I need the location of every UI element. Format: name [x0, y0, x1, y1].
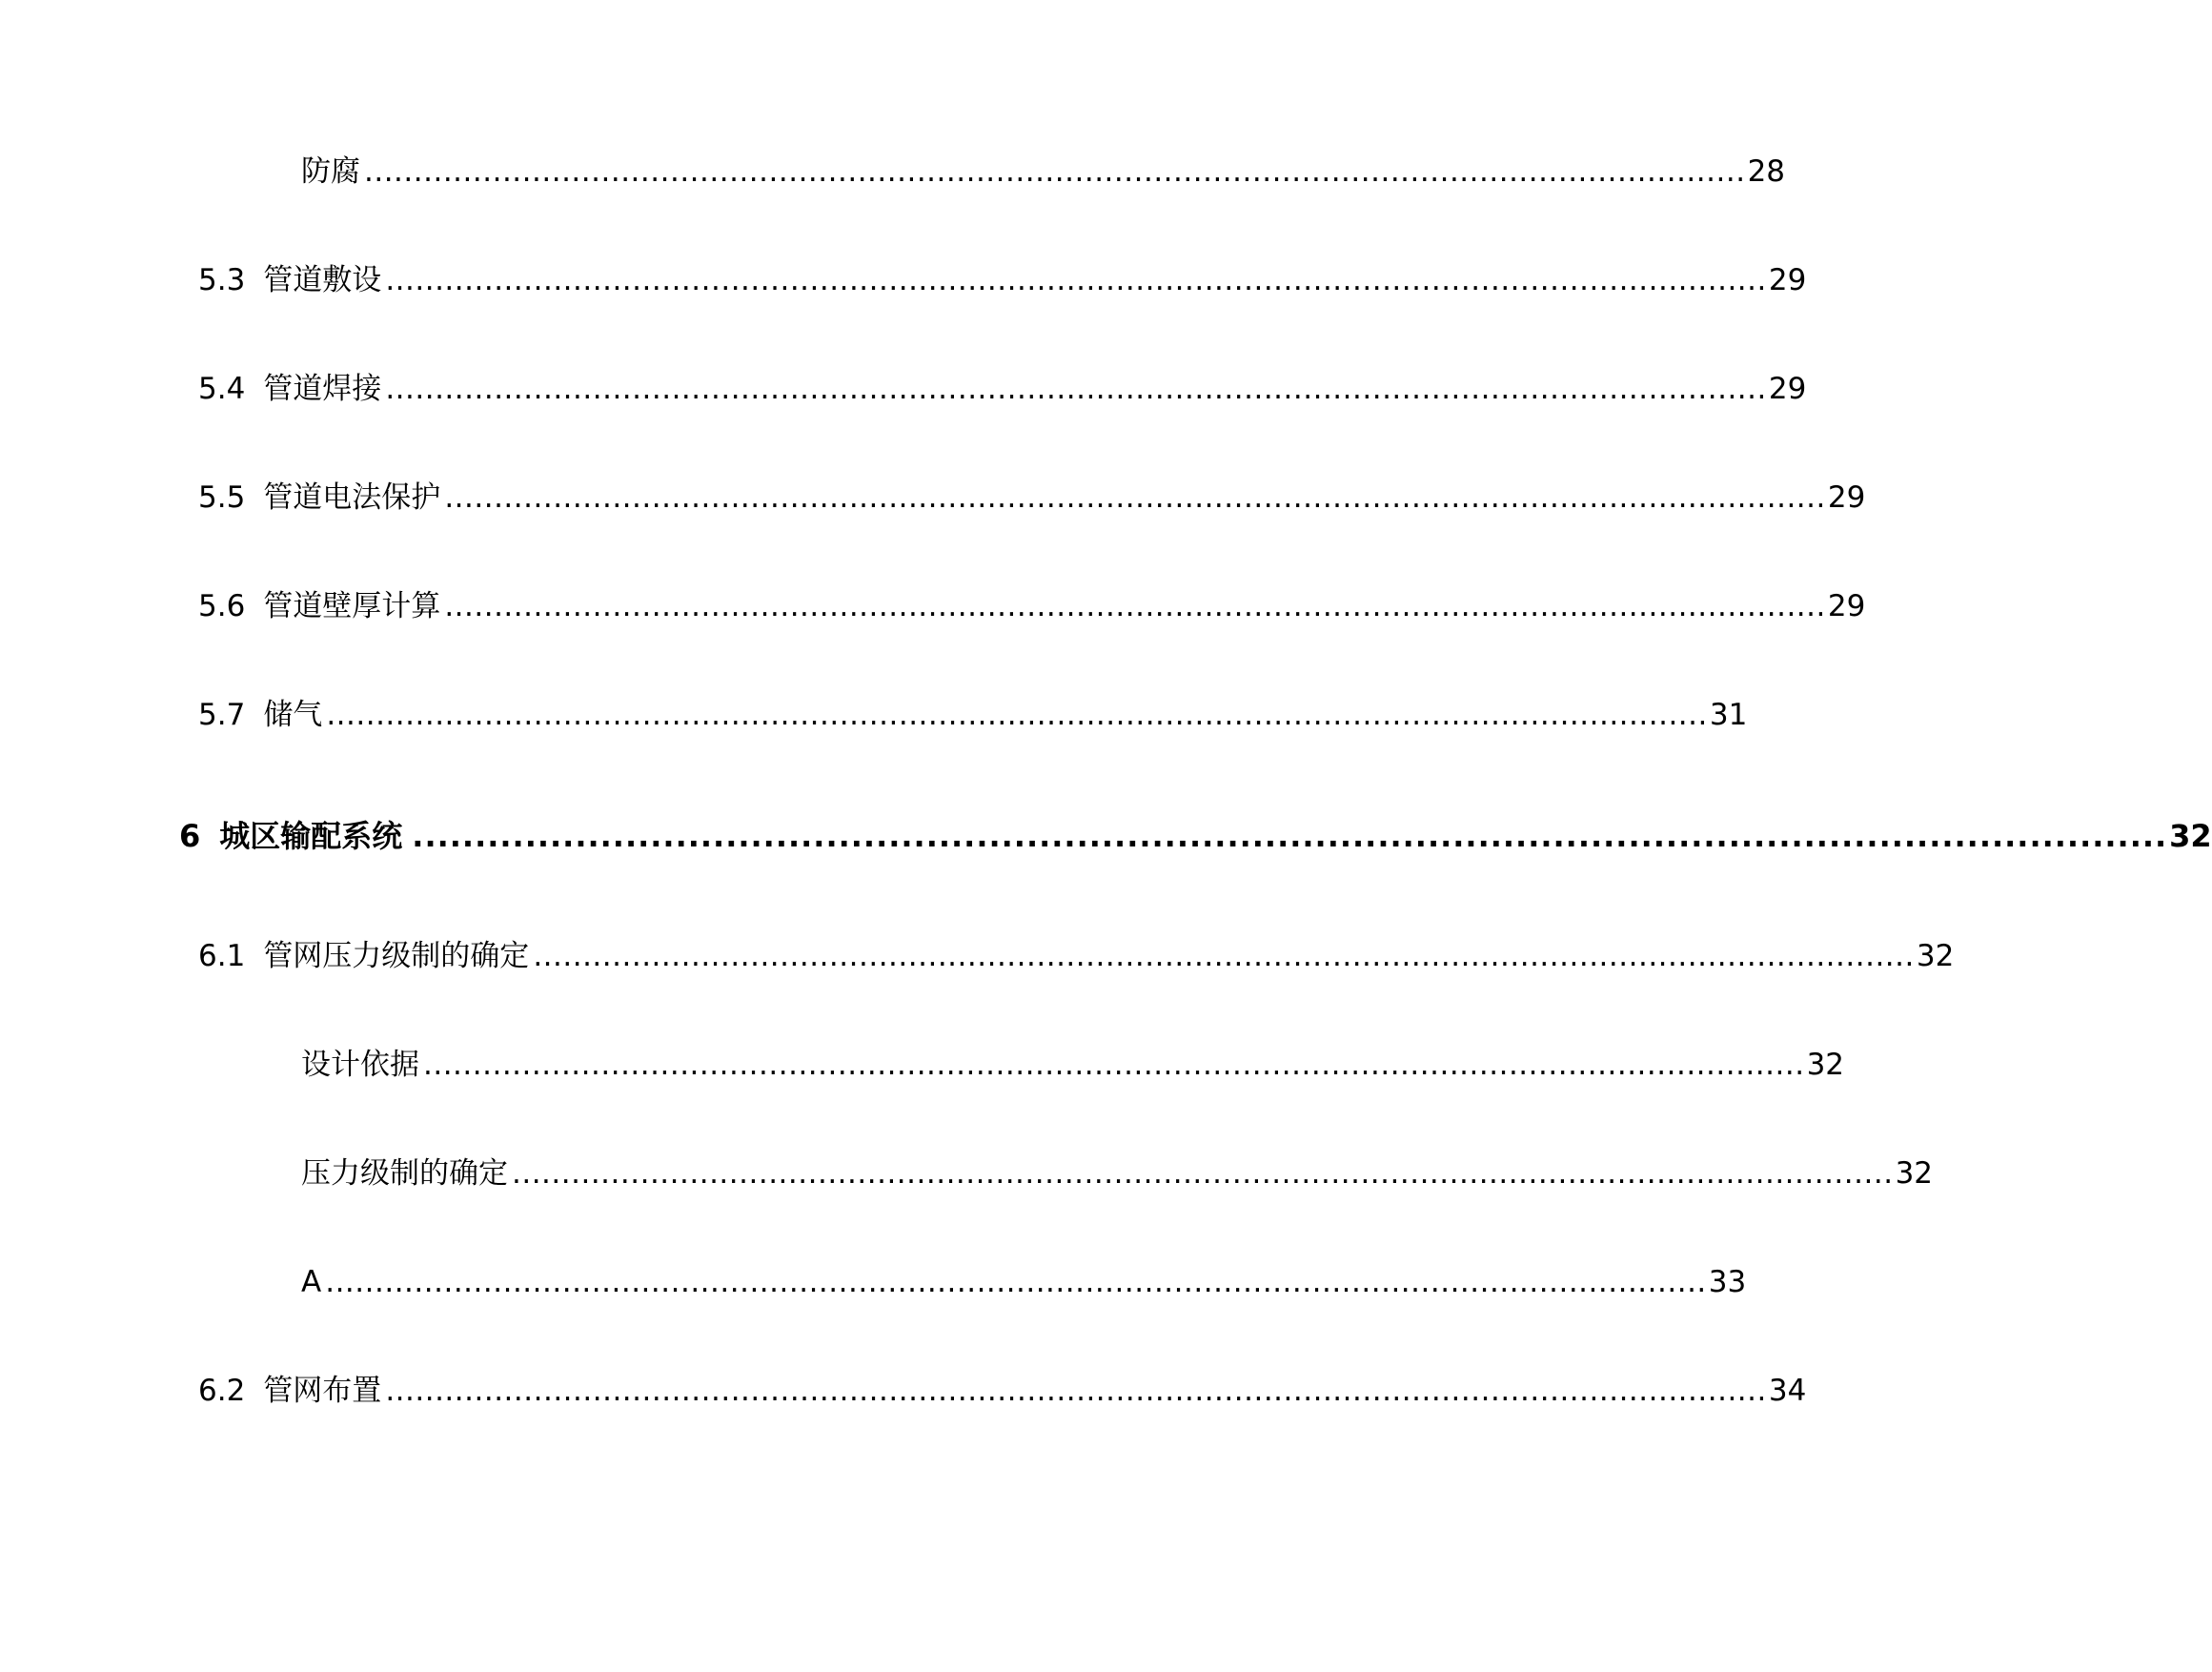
toc-entry-page: 32 — [1806, 1048, 1845, 1082]
toc-entry-title: 管网布置 — [263, 1374, 382, 1408]
toc-entry-title: A — [301, 1265, 322, 1299]
toc-entry-number: 5.7 — [198, 698, 246, 732]
toc-leader-dots: ............................................................................................................................................ — [326, 698, 1708, 732]
toc-entry-title: 管网压力级制的确定 — [263, 939, 530, 973]
toc-entry-page: 32 — [1916, 939, 1955, 973]
toc-entry-page: 31 — [1709, 698, 1748, 732]
toc-entry-page: 32 — [1895, 1156, 1934, 1191]
toc-entry[interactable] — [198, 259, 1807, 301]
toc-entry[interactable] — [198, 1370, 1807, 1412]
toc-entry-number: 5.5 — [198, 480, 246, 515]
toc-entry-page: 29 — [1768, 263, 1807, 297]
toc-entry-title: 管道敷设 — [263, 263, 382, 297]
toc-entry-title: 城区输配系统 — [219, 818, 403, 854]
toc-entry[interactable] — [198, 477, 1866, 519]
toc-leader-dots: ............................................................................................................................................ — [444, 480, 1826, 515]
toc-leader-dots: ............................................................................................................................................ — [385, 372, 1767, 406]
toc-entry-title: 设计依据 — [301, 1048, 419, 1082]
toc-entry-page: 29 — [1827, 480, 1866, 515]
toc-entry[interactable] — [301, 151, 1786, 193]
toc-entry-page: 29 — [1827, 589, 1866, 623]
toc-entry[interactable] — [198, 935, 1955, 977]
toc-entry-page: 29 — [1768, 372, 1807, 406]
toc-entry-number: 6.1 — [198, 939, 246, 973]
toc-leader-dots: ............................................................................................................................................ — [444, 589, 1826, 623]
toc-entry[interactable] — [301, 1044, 1845, 1086]
toc-leader-dots: ............................................................................................................................................ — [512, 1156, 1894, 1191]
toc-entry-title: 防腐 — [301, 154, 360, 189]
toc-leader-dots: ............................................................................................................................................ — [364, 154, 1746, 189]
toc-entry-number: 6 — [179, 818, 201, 854]
toc-entry-title: 压力级制的确定 — [301, 1156, 508, 1191]
toc-entry[interactable] — [301, 1261, 1747, 1303]
toc-entry-number: 5.4 — [198, 372, 246, 406]
toc-entry-title: 管道壁厚计算 — [263, 589, 441, 623]
toc-leader-dots: ............................................................................................................................................ — [412, 818, 2168, 854]
toc-entry-title: 管道焊接 — [263, 372, 382, 406]
toc-entry-number: 5.6 — [198, 589, 246, 623]
toc-entry[interactable] — [198, 585, 1866, 627]
toc-leader-dots: ............................................................................................................................................ — [423, 1048, 1805, 1082]
toc-entry-page: 33 — [1708, 1265, 1747, 1299]
toc-leader-dots: ............................................................................................................................................ — [385, 1374, 1767, 1408]
toc-entry-title: 管道电法保护 — [263, 480, 441, 515]
toc-entry-page: 32 — [2169, 818, 2212, 854]
toc-entry[interactable] — [198, 694, 1748, 736]
toc-entry-number: 6.2 — [198, 1374, 246, 1408]
toc-leader-dots: ............................................................................................................................................ — [533, 939, 1915, 973]
toc-entry-chapter[interactable] — [179, 815, 2212, 857]
toc-entry-page: 28 — [1747, 154, 1786, 189]
toc-entry[interactable] — [198, 368, 1807, 410]
toc-entry[interactable] — [301, 1152, 1934, 1194]
toc-entry-page: 34 — [1768, 1374, 1807, 1408]
toc-entry-title: 储气 — [263, 698, 323, 732]
toc-leader-dots: ............................................................................................................................................ — [325, 1265, 1707, 1299]
toc-entry-number: 5.3 — [198, 263, 246, 297]
toc-leader-dots: ............................................................................................................................................ — [385, 263, 1767, 297]
